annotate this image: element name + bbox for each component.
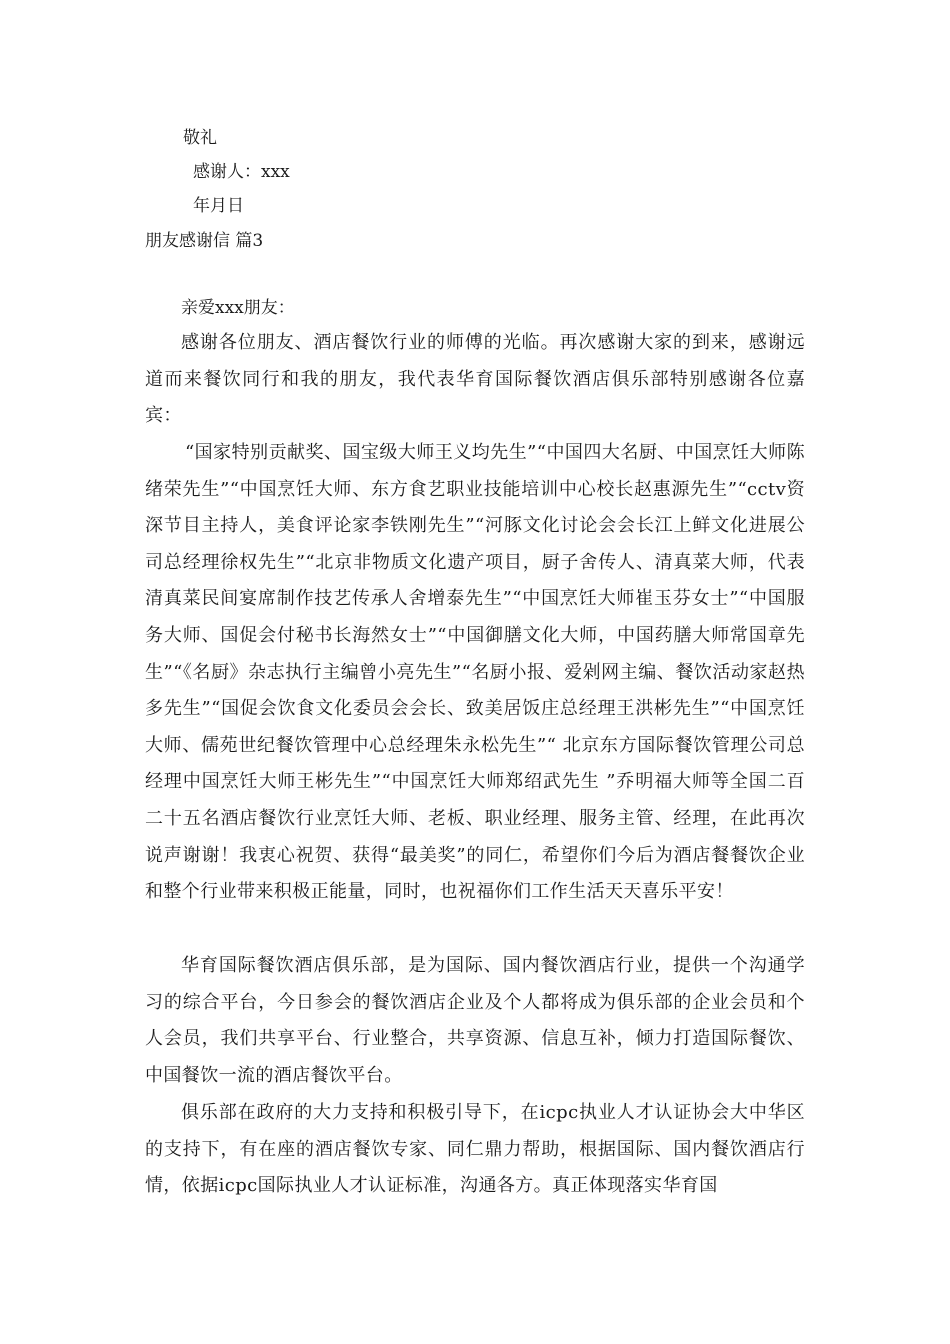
closing-date: 年月日 — [193, 196, 244, 216]
letter-greeting: 亲爱xxx朋友： — [181, 298, 295, 318]
section-title: 朋友感谢信 篇3 — [145, 231, 264, 251]
closing-signer: 感谢人：xxx — [193, 162, 290, 182]
paragraph-thanks: 感谢各位朋友、酒店餐饮行业的师傅的光临。再次感谢大家的到来，感谢远道而来餐饮同行和我的朋友，我代表华育国际餐饮酒店俱乐部特别感谢各位嘉宾： — [145, 332, 805, 427]
closing-salute: 敬礼 — [183, 128, 217, 148]
paragraph-guests: “国家特别贡献奖、国宝级大师王义均先生”“中国四大名厨、中国烹饪大师陈绪荣先生”“中国烹饪大师、东方食艺职业技能培训中心校长赵惠源先生”“cctv资深节目主持人，美食评论家李铁刚先生”“河豚文化讨论会会长江上鲜文化进展公司总经理徐权先生”“北京非物质文化遗产项目，厨子舍传人、清真菜大师，代表清真菜民间宴席制作技艺传承人舍增泰先生”“中国烹饪大师崔玉芬女士”“中国服务大师、国促会付秘书长海然女士”“中国御膳文化大师，中国药膳大师常国章先生”“《名厨》杂志执行主编曾小亮先生”“名厨小报、爱剁网主编、餐饮活动家赵热多先生”“国促会饮食文化委员会会长、致美居饭庄总经理王洪彬先生”“中国烹饪大师、儒苑世纪餐饮管理中心总经理朱永松先生”“ 北京东方国际餐饮管理公司总经理中国烹饪大师王彬先生”“中国烹饪大师郑绍武先生 ”乔明福大师等全国二百二十五名酒店餐饮行业烹饪大师、老板、职业经理、服务主管、经理，在此再次说声谢谢！我衷心祝贺、获得“最美奖”的同仁，希望你们今后为酒店餐餐饮企业和整个行业带来积极正能量，同时，也祝福你们工作生活天天喜乐平安！ — [145, 442, 805, 903]
paragraph-club-support: 俱乐部在政府的大力支持和积极引导下，在icpc执业人才认证协会大中华区的支持下，有在座的酒店餐饮专家、同仁鼎力帮助，根据国际、国内餐饮酒店行情，依据icpc国际执业人才认证标准，沟通各方。真正体现落实华育国 — [145, 1102, 805, 1197]
paragraph-club-intro: 华育国际餐饮酒店俱乐部，是为国际、国内餐饮酒店行业，提供一个沟通学习的综合平台，今日参会的餐饮酒店企业及个人都将成为俱乐部的企业会员和个人会员，我们共享平台、行业整合，共享资源、信息互补，倾力打造国际餐饮、中国餐饮一流的酒店餐饮平台。 — [145, 955, 805, 1086]
